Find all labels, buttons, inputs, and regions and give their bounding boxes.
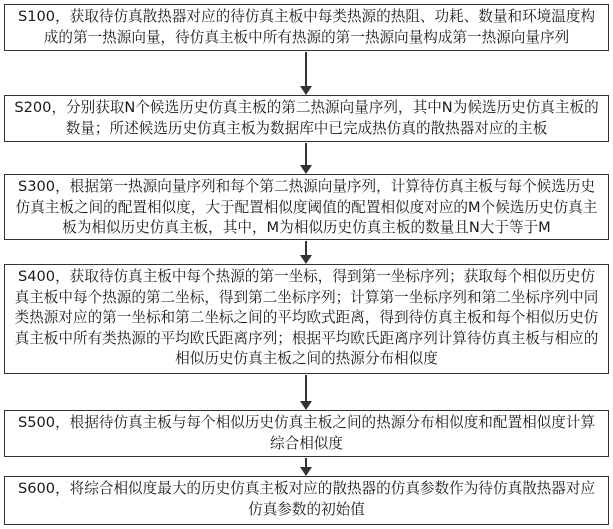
connector-s200-s300: [305, 143, 307, 165]
step-text-s400: S400，获取待仿真主板中每个热源的第一坐标，得到第一坐标序列；获取每个相似历史仿真主板中每个热源的第二坐标，得到第二坐标序列；计算第一坐标序列和第二坐标序列中同类热源对应的第一坐标和第二坐标之间的平均欧式距离，得到待仿真主板和每个相似历史仿真主板中所有类热源的平均欧氏距离序列；根据平均欧氏距离序列计算待仿真主板与相应的相似历史仿真主板之间的热源分布相似度: [14, 268, 599, 367]
step-box-s300: [4, 174, 609, 240]
step-box-s400: [4, 264, 609, 374]
step-box-s600: [4, 476, 609, 525]
connector-s400-s500: [305, 375, 307, 401]
arrowhead-s500: [300, 401, 312, 410]
step-box-s100: [4, 4, 609, 51]
step-text-s200: S200，分别获取N个候选历史仿真主板的第二热源向量序列，其中N为候选历史仿真主板的数量；所述候选历史仿真主板为数据库中已完成热仿真的散热器对应的主板: [14, 99, 599, 137]
connector-s300-s400: [305, 241, 307, 255]
arrowhead-s600: [300, 467, 312, 476]
step-text-s500: S500，根据待仿真主板与每个相似历史仿真主板之间的热源分布相似度和配置相似度计算综合相似度: [17, 414, 596, 452]
connector-s100-s200: [305, 52, 307, 86]
connector-s500-s600: [305, 458, 307, 467]
arrowhead-s300: [300, 165, 312, 174]
step-text-s300: S300，根据第一热源向量序列和每个第二热源向量序列，计算待仿真主板与每个候选历史仿真主板之间的配置相似度，大于配置相似度阈值的配置相似度对应的M个候选历史仿真主板为相似历史仿真主板，其中，M为相似历史仿真主板的数量且N大于等于M: [15, 178, 598, 236]
step-box-s200: [4, 95, 609, 142]
arrowhead-s400: [300, 255, 312, 264]
arrowhead-s200: [300, 86, 312, 95]
step-text-s100: S100，获取待仿真散热器对应的待仿真主板中每类热源的热阻、功耗、数量和环境温度构成的第一热源向量，待仿真主板中所有热源的第一热源向量构成第一热源向量序列: [17, 8, 596, 46]
step-box-s500: [4, 410, 609, 457]
step-text-s600: S600，将综合相似度最大的历史仿真主板对应的散热器的仿真参数作为待仿真散热器对应仿真参数的初始值: [17, 480, 596, 518]
